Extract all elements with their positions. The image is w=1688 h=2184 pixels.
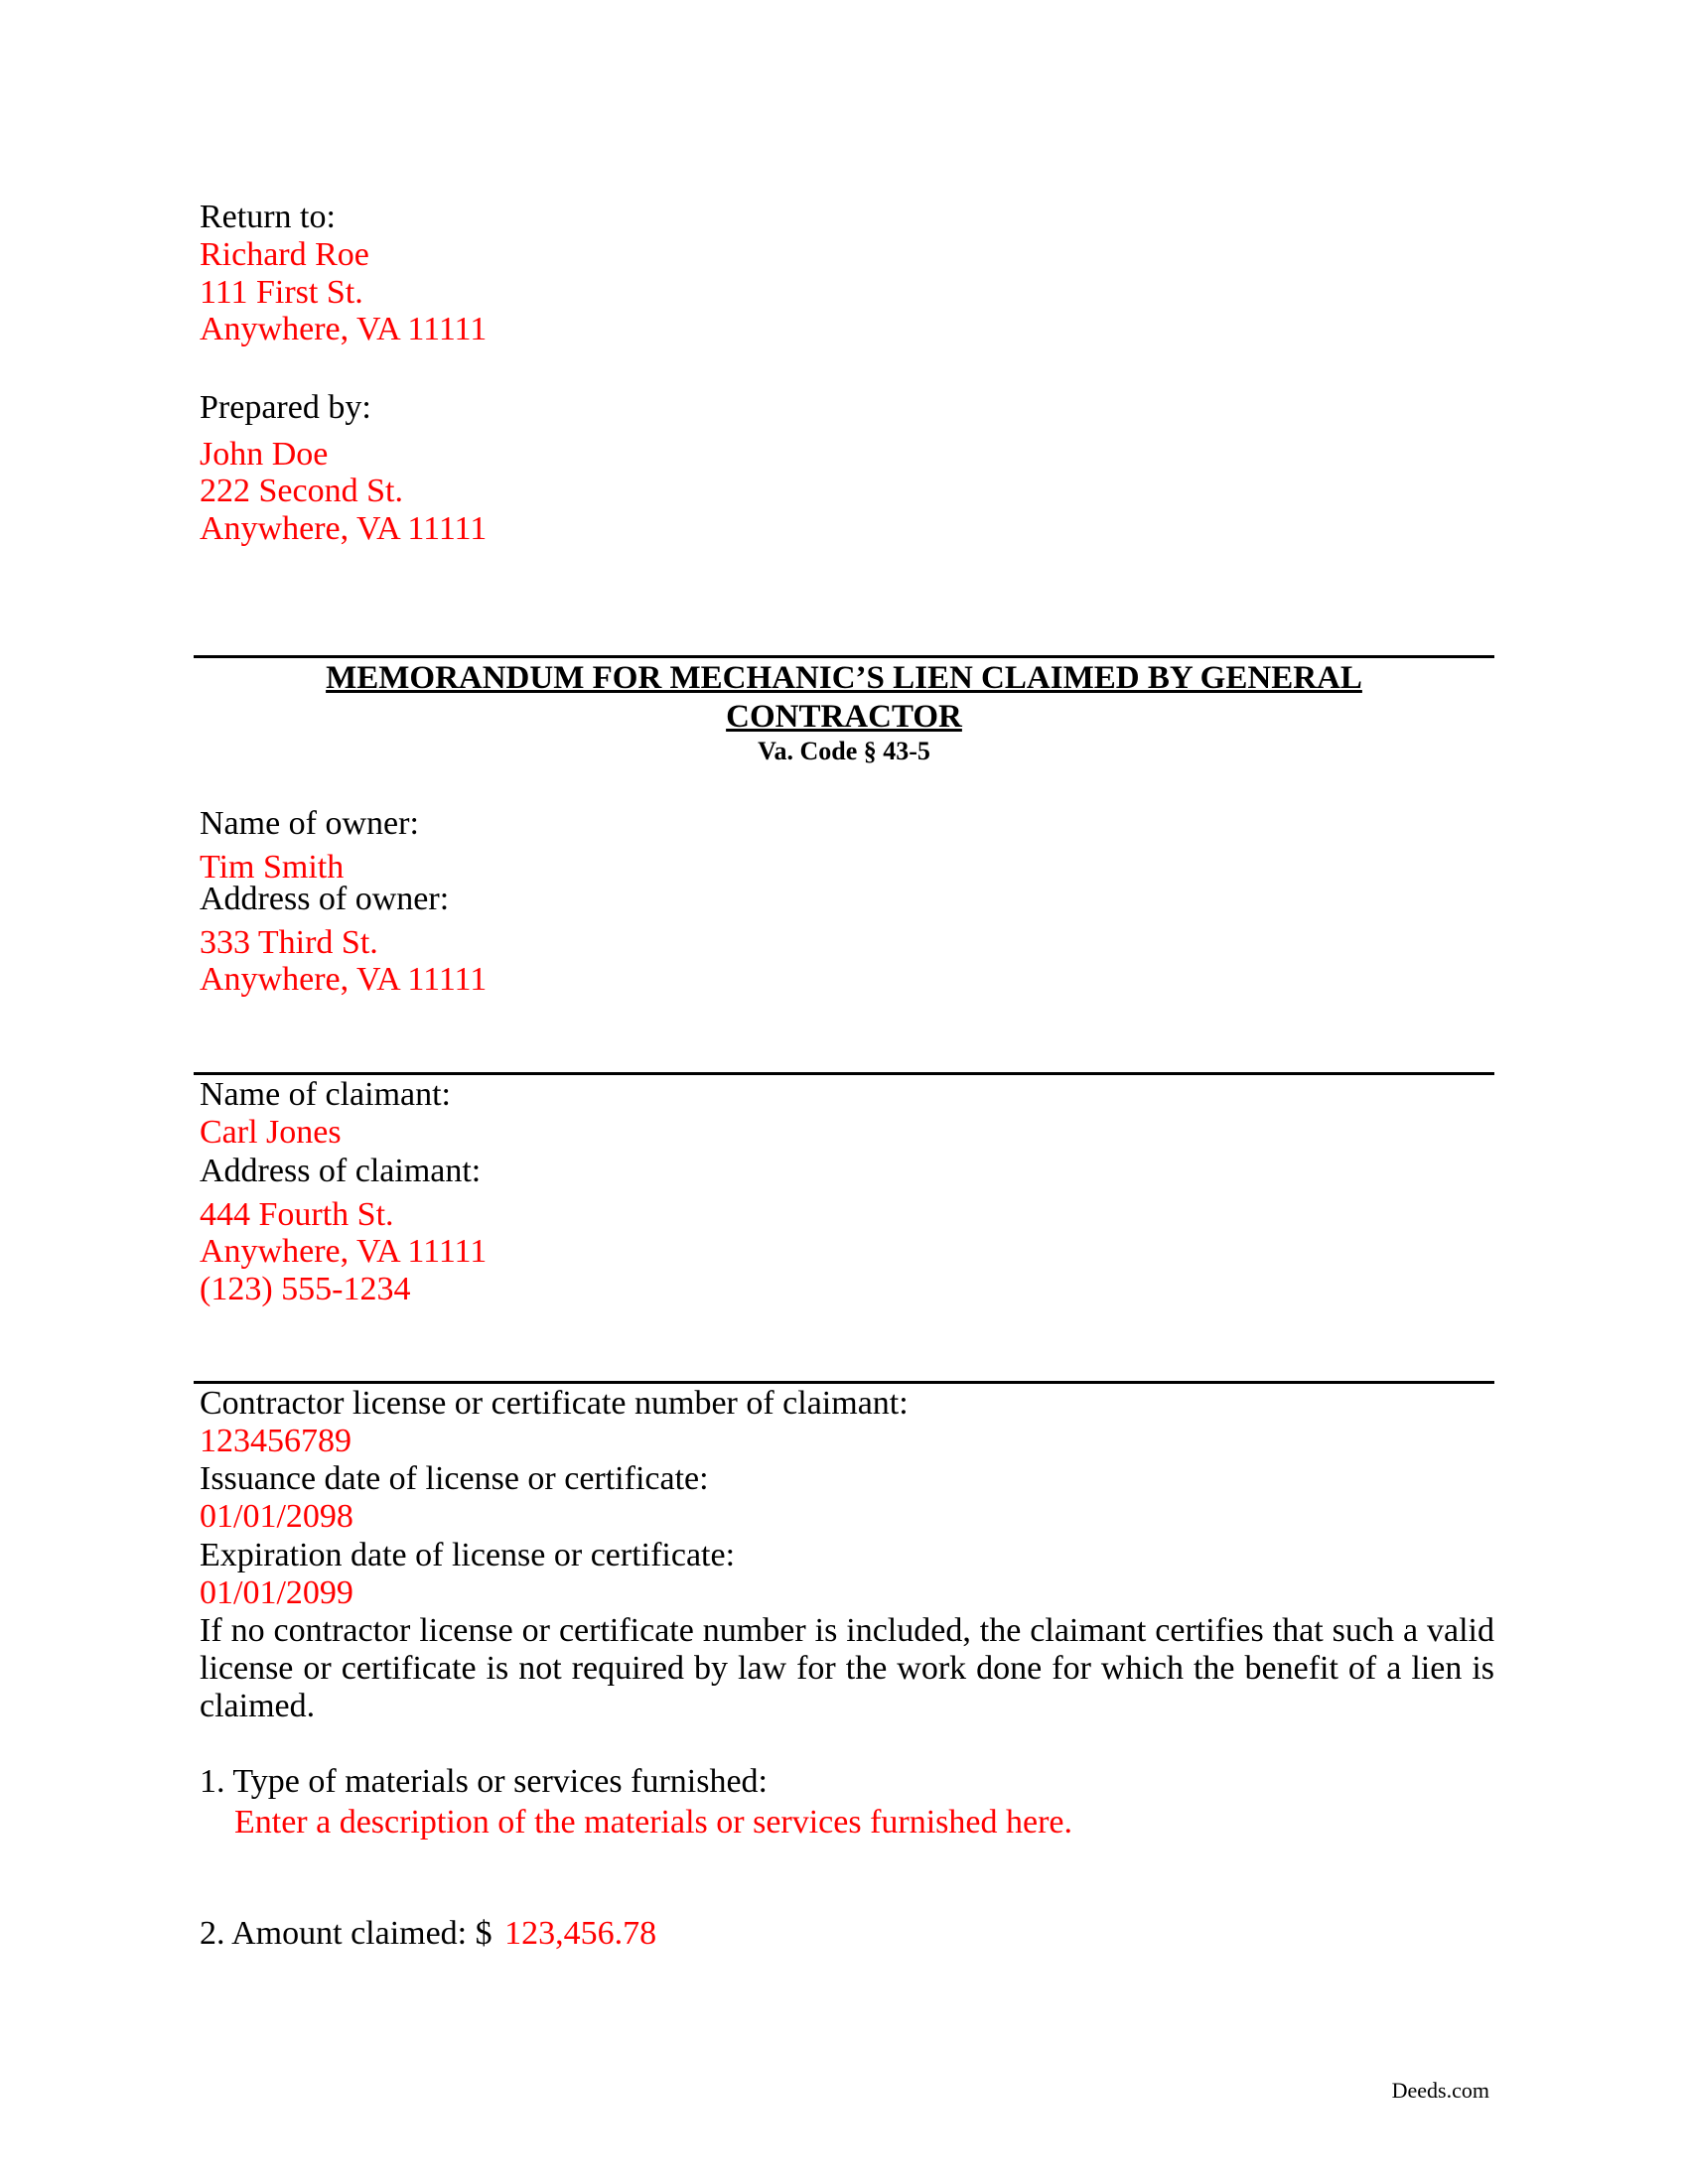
owner-street: 333 Third St. [200,924,378,961]
materials-description: Enter a description of the materials or services furnished here. [234,1804,1073,1841]
amount-claimed-value: 123,456.78 [504,1915,657,1952]
amount-claimed-row [200,1915,656,1953]
license-top-rule [194,1381,1494,1384]
license-issuance-date: 01/01/2098 [200,1498,353,1535]
return-to-label: Return to: [200,199,336,235]
footer-brand: Deeds.com [1391,2078,1489,2103]
license-issuance-label: Issuance date of license or certificate: [200,1460,709,1497]
statute-citation: Va. Code § 43-5 [758,737,930,765]
materials-label: 1. Type of materials or services furnished: [200,1763,768,1800]
title-top-rule [194,655,1494,658]
owner-name-label: Name of owner: [200,805,419,842]
return-to-city: Anywhere, VA 11111 [200,311,488,347]
prepared-by-name: John Doe [200,436,329,473]
claimant-top-rule [194,1072,1494,1075]
claimant-address-label: Address of claimant: [200,1153,482,1189]
license-number: 123456789 [200,1423,352,1459]
return-to-street: 111 First St. [200,274,363,311]
claimant-street: 444 Fourth St. [200,1196,394,1233]
claimant-city: Anywhere, VA 11111 [200,1233,488,1270]
claimant-phone: (123) 555-1234 [200,1271,411,1307]
license-expiration-label: Expiration date of license or certificate: [200,1537,736,1573]
return-to-name: Richard Roe [200,236,369,273]
claimant-name: Carl Jones [200,1114,342,1151]
amount-claimed-label: 2. Amount claimed: $ [200,1915,492,1952]
prepared-by-city: Anywhere, VA 11111 [200,510,488,547]
owner-address-label: Address of owner: [200,881,450,917]
claimant-name-label: Name of claimant: [200,1076,452,1113]
prepared-by-street: 222 Second St. [200,473,403,509]
license-number-label: Contractor license or certificate number of claimant: [200,1385,909,1422]
document-title-line1: MEMORANDUM FOR MECHANIC’S LIEN CLAIMED BY GENERAL [326,660,1362,696]
license-certification-paragraph: If no contractor license or certificate number is included, the claimant certifies that such a valid license or certificate is not required by law for the work done for which the benefit of a lien is claimed. [200,1612,1494,1724]
license-expiration-date: 01/01/2099 [200,1574,353,1611]
owner-name: Tim Smith [200,849,345,886]
document-title-line2: CONTRACTOR [726,699,962,735]
prepared-by-label: Prepared by: [200,389,371,426]
owner-city: Anywhere, VA 11111 [200,961,488,998]
